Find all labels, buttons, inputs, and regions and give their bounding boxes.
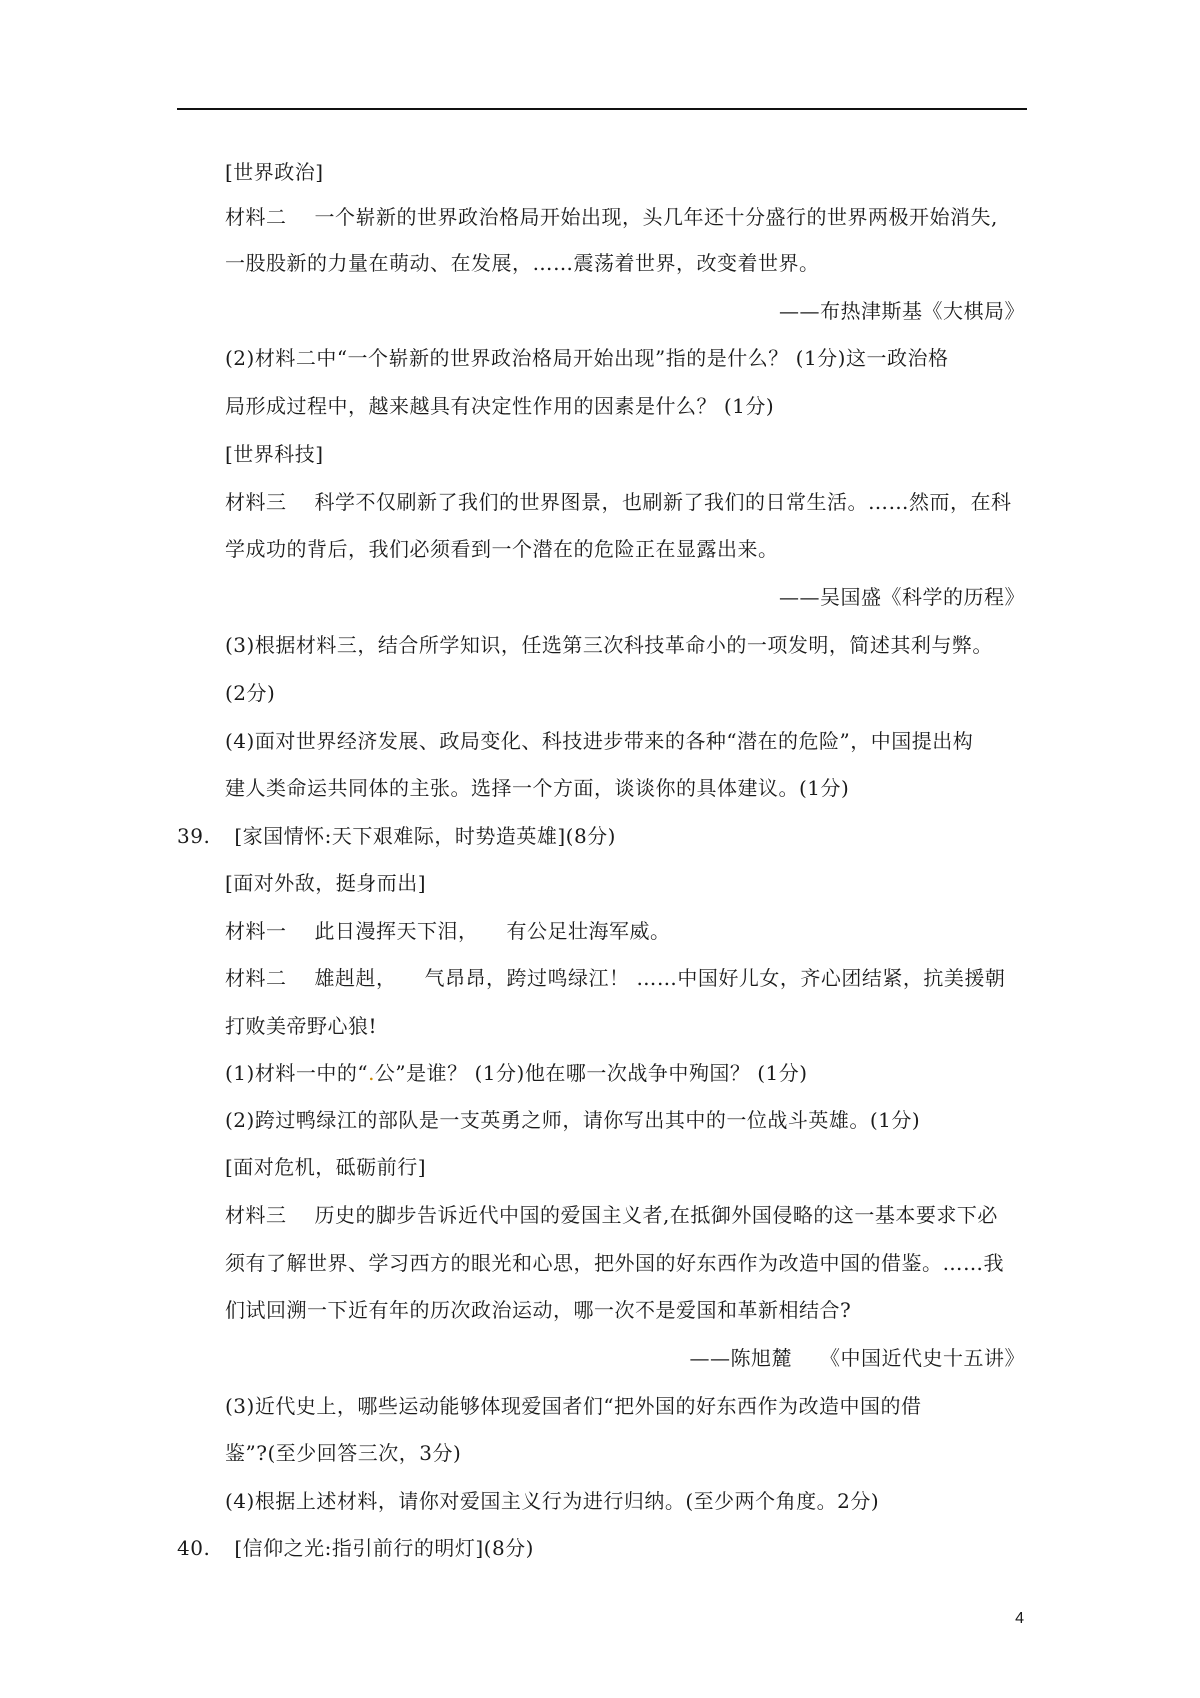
q39-material2-line2: 打败美帝野心狼! xyxy=(225,1014,378,1038)
emphasis-dot: . xyxy=(368,1061,375,1085)
material-label: 材料三 xyxy=(225,490,287,514)
q38-question4-line1: (4)面对世界经济发展、政局变化、科技进步带来的各种“潜在的危险”，中国提出构 xyxy=(225,729,974,753)
material-label: 材料二 xyxy=(225,205,287,229)
q38-question2-line2: 局形成过程中，越来越具有决定性作用的因素是什么？ (1分) xyxy=(225,394,775,418)
q39-material3-line1 xyxy=(225,1201,998,1229)
q39-heading xyxy=(177,822,616,850)
header-rule xyxy=(177,108,1027,110)
q39-question4: (4)根据上述材料，请你对爱国主义行为进行归纳。(至少两个角度。2分) xyxy=(225,1489,880,1513)
page-number: 4 xyxy=(1015,1610,1024,1627)
material-text: 一个崭新的世界政治格局开始出现，头几年还十分盛行的世界两极开始消失, xyxy=(314,205,998,229)
question-text: 公”是谁？ (1分)他在哪一次战争中殉国？ (1分) xyxy=(374,1061,808,1085)
question-number: 40. xyxy=(177,1536,211,1560)
q39-material1 xyxy=(225,917,671,945)
q38-material3-line1 xyxy=(225,488,1012,516)
material-label: 材料二 xyxy=(225,966,287,990)
q38-question4-line2: 建人类命运共同体的主张。选择一个方面，谈谈你的具体建议。(1分) xyxy=(225,776,850,800)
section-face-crisis: [面对危机，砥砺前行] xyxy=(225,1155,427,1179)
section-world-politics: [世界政治] xyxy=(225,160,324,184)
q38-material3-source: ——吴国盛《科学的历程》 xyxy=(779,585,1025,609)
source-book: 《中国近代史十五讲》 xyxy=(820,1346,1025,1370)
material-text: 历史的脚步告诉近代中国的爱国主义者,在抵御外国侵略的这一基本要求下必 xyxy=(314,1203,998,1227)
q38-question3-line2: (2分) xyxy=(225,681,276,705)
q38-question2-line1: (2)材料二中“一个崭新的世界政治格局开始出现”指的是什么？ (1分)这一政治格 xyxy=(225,346,949,370)
section-world-tech: [世界科技] xyxy=(225,442,324,466)
q39-question3-line1: (3)近代史上，哪些运动能够体现爱国者们“把外国的好东西作为改造中国的借 xyxy=(225,1394,922,1418)
material-text: 气昂昂，跨过鸣绿江！ ……中国好儿女，齐心团结紧，抗美援朝 xyxy=(424,966,1006,990)
q39-question1 xyxy=(225,1059,808,1087)
material-text: 科学不仅刷新了我们的世界图景，也刷新了我们的日常生活。……然而，在科 xyxy=(314,490,1012,514)
section-face-enemy: [面对外敌，挺身而出] xyxy=(225,871,427,895)
q40-heading xyxy=(177,1534,534,1562)
question-number: 39. xyxy=(177,824,211,848)
q38-material2-line1 xyxy=(225,203,998,231)
question-text: (1)材料一中的“ xyxy=(225,1061,369,1085)
q38-question3-line1: (3)根据材料三，结合所学知识，任选第三次科技革命小的一项发明，简述其利与弊。 xyxy=(225,633,993,657)
q39-material3-line3 xyxy=(225,1296,851,1324)
q38-material2-source: ——布热津斯基《大棋局》 xyxy=(779,299,1025,323)
material-text: 此日漫挥天下泪， xyxy=(314,919,479,943)
question-title: [信仰之光:指引前行的明灯](8分) xyxy=(234,1536,534,1560)
source-author: ——陈旭麓 xyxy=(689,1346,792,1370)
material-text: 雄赳赳， xyxy=(314,966,397,990)
q39-question3-line2: 鉴”?(至少回答三次，3分) xyxy=(225,1441,462,1465)
material-label: 材料三 xyxy=(225,1203,287,1227)
material-text: 和革新相结合? xyxy=(717,1298,852,1322)
q39-material3-source xyxy=(690,1344,1026,1372)
material-text: 有公足壮海军威。 xyxy=(506,919,671,943)
q39-material3-line2: 须有了解世界、学习西方的眼光和心思，把外国的好东西作为改造中国的借鉴。……我 xyxy=(225,1251,1004,1275)
q38-material3-line2: 学成功的背后，我们必须看到一个潜在的危险正在显露出来。 xyxy=(225,537,779,561)
material-text: 们试回溯一下近有年的历次政治运动，哪一次不是爱国 xyxy=(225,1298,717,1322)
question-title: [家国情怀:天下艰难际，时势造英雄](8分) xyxy=(234,824,616,848)
q39-material2-line1 xyxy=(225,964,1005,992)
q38-material2-line2: 一股股新的力量在萌动、在发展，……震荡着世界，改变着世界。 xyxy=(225,251,820,275)
material-label: 材料一 xyxy=(225,919,287,943)
q39-question2: (2)跨过鸭绿江的部队是一支英勇之师，请你写出其中的一位战斗英雄。(1分) xyxy=(225,1108,921,1132)
